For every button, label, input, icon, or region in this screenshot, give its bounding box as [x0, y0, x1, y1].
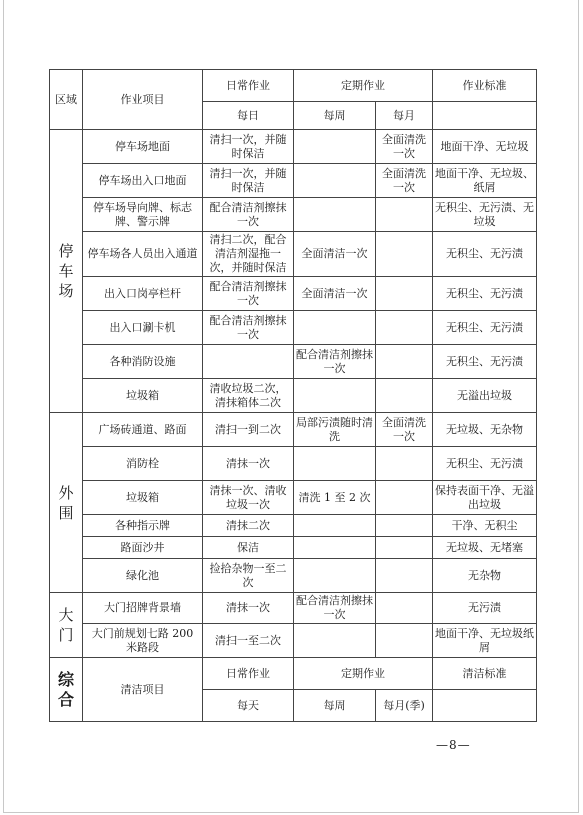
weekly-cell: 清洗 1 至 2 次	[294, 481, 376, 515]
item-cell: 出入口岗亭栏杆	[83, 277, 203, 311]
standard-cell: 无积尘、无污渍	[433, 447, 537, 481]
item-cell: 停车场各人员出入通道	[83, 232, 203, 277]
weekly-cell	[294, 164, 376, 198]
header-every-day: 每日	[203, 102, 294, 130]
standard-cell: 无积尘、无污渍、无垃圾	[433, 198, 537, 232]
daily-cell: 清收垃圾二次，清抹箱体二次	[203, 379, 294, 413]
standard-cell: 保持表面干净、无溢出垃圾	[433, 481, 537, 515]
weekly-cell	[294, 130, 376, 164]
weekly-cell: 全面清洁一次	[294, 232, 376, 277]
monthly-cell	[376, 481, 433, 515]
daily-cell: 保洁	[203, 537, 294, 559]
daily-cell: 捡拾杂物一至二次	[203, 559, 294, 593]
monthly-cell	[376, 593, 433, 624]
header-every-week: 每周	[294, 102, 376, 130]
standard-cell: 无溢出垃圾	[433, 379, 537, 413]
table-row	[50, 198, 537, 232]
table-row	[50, 537, 537, 559]
weekly-cell	[294, 379, 376, 413]
daily-cell: 清抹一次	[203, 447, 294, 481]
summary-every-week: 每周	[294, 690, 376, 722]
summary-item: 清洁项目	[83, 658, 203, 722]
standard-cell: 无积尘、无污渍	[433, 277, 537, 311]
item-cell: 大门招牌背景墙	[83, 593, 203, 624]
item-cell: 各种指示牌	[83, 515, 203, 537]
item-cell: 停车场出入口地面	[83, 164, 203, 198]
daily-cell: 清抹一次	[203, 593, 294, 624]
monthly-cell: 全面清洗一次	[376, 164, 433, 198]
item-cell: 出入口涮卡机	[83, 311, 203, 345]
weekly-cell	[294, 515, 376, 537]
daily-cell	[203, 345, 294, 379]
weekly-cell: 配合清洁剂擦抹一次	[294, 593, 376, 624]
table-row	[50, 311, 537, 345]
daily-cell: 配合清洁剂擦抹一次	[203, 198, 294, 232]
monthly-cell	[376, 379, 433, 413]
monthly-cell: 全面清洗一次	[376, 413, 433, 447]
table-row	[50, 345, 537, 379]
table-row	[50, 164, 537, 198]
monthly-cell	[376, 515, 433, 537]
standard-cell: 干净、无积尘	[433, 515, 537, 537]
standard-cell: 无杂物	[433, 559, 537, 593]
daily-cell: 清抹二次	[203, 515, 294, 537]
item-cell: 绿化池	[83, 559, 203, 593]
monthly-cell	[376, 447, 433, 481]
page-number: —8—	[436, 738, 471, 752]
daily-cell: 清抹一次、清收垃圾一次	[203, 481, 294, 515]
header-standard-blank	[433, 102, 537, 130]
daily-cell: 清扫一到二次	[203, 413, 294, 447]
monthly-cell	[376, 232, 433, 277]
monthly-cell	[376, 277, 433, 311]
cleaning-standards-table	[49, 69, 537, 722]
summary-every-day: 每天	[203, 690, 294, 722]
header-periodic: 定期作业	[294, 70, 433, 102]
monthly-cell	[376, 311, 433, 345]
standard-cell: 地面干净、无垃圾、纸屑	[433, 164, 537, 198]
item-cell: 各种消防设施	[83, 345, 203, 379]
monthly-cell	[376, 537, 433, 559]
monthly-cell	[376, 345, 433, 379]
weekly-cell	[294, 559, 376, 593]
table-row	[50, 413, 537, 447]
header-zone: 区域	[50, 70, 83, 130]
summary-standard-blank	[433, 690, 537, 722]
daily-cell: 清扫一次，并随时保洁	[203, 164, 294, 198]
standard-cell: 无积尘、无污渍	[433, 345, 537, 379]
table-row	[50, 379, 537, 413]
header-daily: 日常作业	[203, 70, 294, 102]
header-standard: 作业标准	[433, 70, 537, 102]
table-row	[50, 130, 537, 164]
monthly-cell	[376, 559, 433, 593]
standard-cell: 无积尘、无污渍	[433, 232, 537, 277]
zone-cell-gate: 大门	[50, 593, 83, 658]
monthly-cell	[376, 624, 433, 658]
daily-cell: 配合清洁剂擦抹一次	[203, 311, 294, 345]
monthly-cell: 全面清洗一次	[376, 130, 433, 164]
item-cell: 停车场地面	[83, 130, 203, 164]
item-cell: 消防栓	[83, 447, 203, 481]
table-row	[50, 624, 537, 658]
weekly-cell: 局部污渍随时清洗	[294, 413, 376, 447]
monthly-cell	[376, 198, 433, 232]
daily-cell: 清扫一至二次	[203, 624, 294, 658]
table-row	[50, 447, 537, 481]
table-row	[50, 481, 537, 515]
item-cell: 路面沙井	[83, 537, 203, 559]
standard-cell: 地面干净、无垃圾	[433, 130, 537, 164]
item-cell: 停车场导向牌、标志牌、警示牌	[83, 198, 203, 232]
header-every-month: 每月	[376, 102, 433, 130]
table-row	[50, 277, 537, 311]
standard-cell: 无积尘、无污渍	[433, 311, 537, 345]
weekly-cell: 配合清洁剂擦抹一次	[294, 345, 376, 379]
summary-header-row-1	[50, 658, 537, 690]
summary-periodic: 定期作业	[294, 658, 433, 690]
daily-cell: 配合清洁剂擦抹一次	[203, 277, 294, 311]
zone-cell-general: 综合	[50, 658, 83, 722]
summary-daily: 日常作业	[203, 658, 294, 690]
standard-cell: 地面干净、无垃圾纸屑	[433, 624, 537, 658]
daily-cell: 清扫一次，并随时保洁	[203, 130, 294, 164]
weekly-cell	[294, 311, 376, 345]
header-row-1	[50, 70, 537, 102]
weekly-cell: 全面清洁一次	[294, 277, 376, 311]
header-item: 作业项目	[83, 70, 203, 130]
item-cell: 广场砖通道、路面	[83, 413, 203, 447]
weekly-cell	[294, 447, 376, 481]
item-cell: 垃圾箱	[83, 481, 203, 515]
table-row	[50, 515, 537, 537]
daily-cell: 清扫二次，配合清洁剂湿拖一次，并随时保洁	[203, 232, 294, 277]
standard-cell: 无垃圾、无杂物	[433, 413, 537, 447]
summary-standard: 清洁标准	[433, 658, 537, 690]
table-row	[50, 559, 537, 593]
weekly-cell	[294, 537, 376, 559]
zone-cell-perimeter: 外围	[50, 413, 83, 593]
standard-cell: 无污渍	[433, 593, 537, 624]
table-row	[50, 232, 537, 277]
standard-cell: 无垃圾、无堵塞	[433, 537, 537, 559]
item-cell: 垃圾箱	[83, 379, 203, 413]
summary-every-month: 每月(季)	[376, 690, 433, 722]
item-cell: 大门前规划七路 200 米路段	[83, 624, 203, 658]
table-row	[50, 593, 537, 624]
weekly-cell	[294, 624, 376, 658]
weekly-cell	[294, 198, 376, 232]
zone-cell-parking: 停车场	[50, 130, 83, 413]
